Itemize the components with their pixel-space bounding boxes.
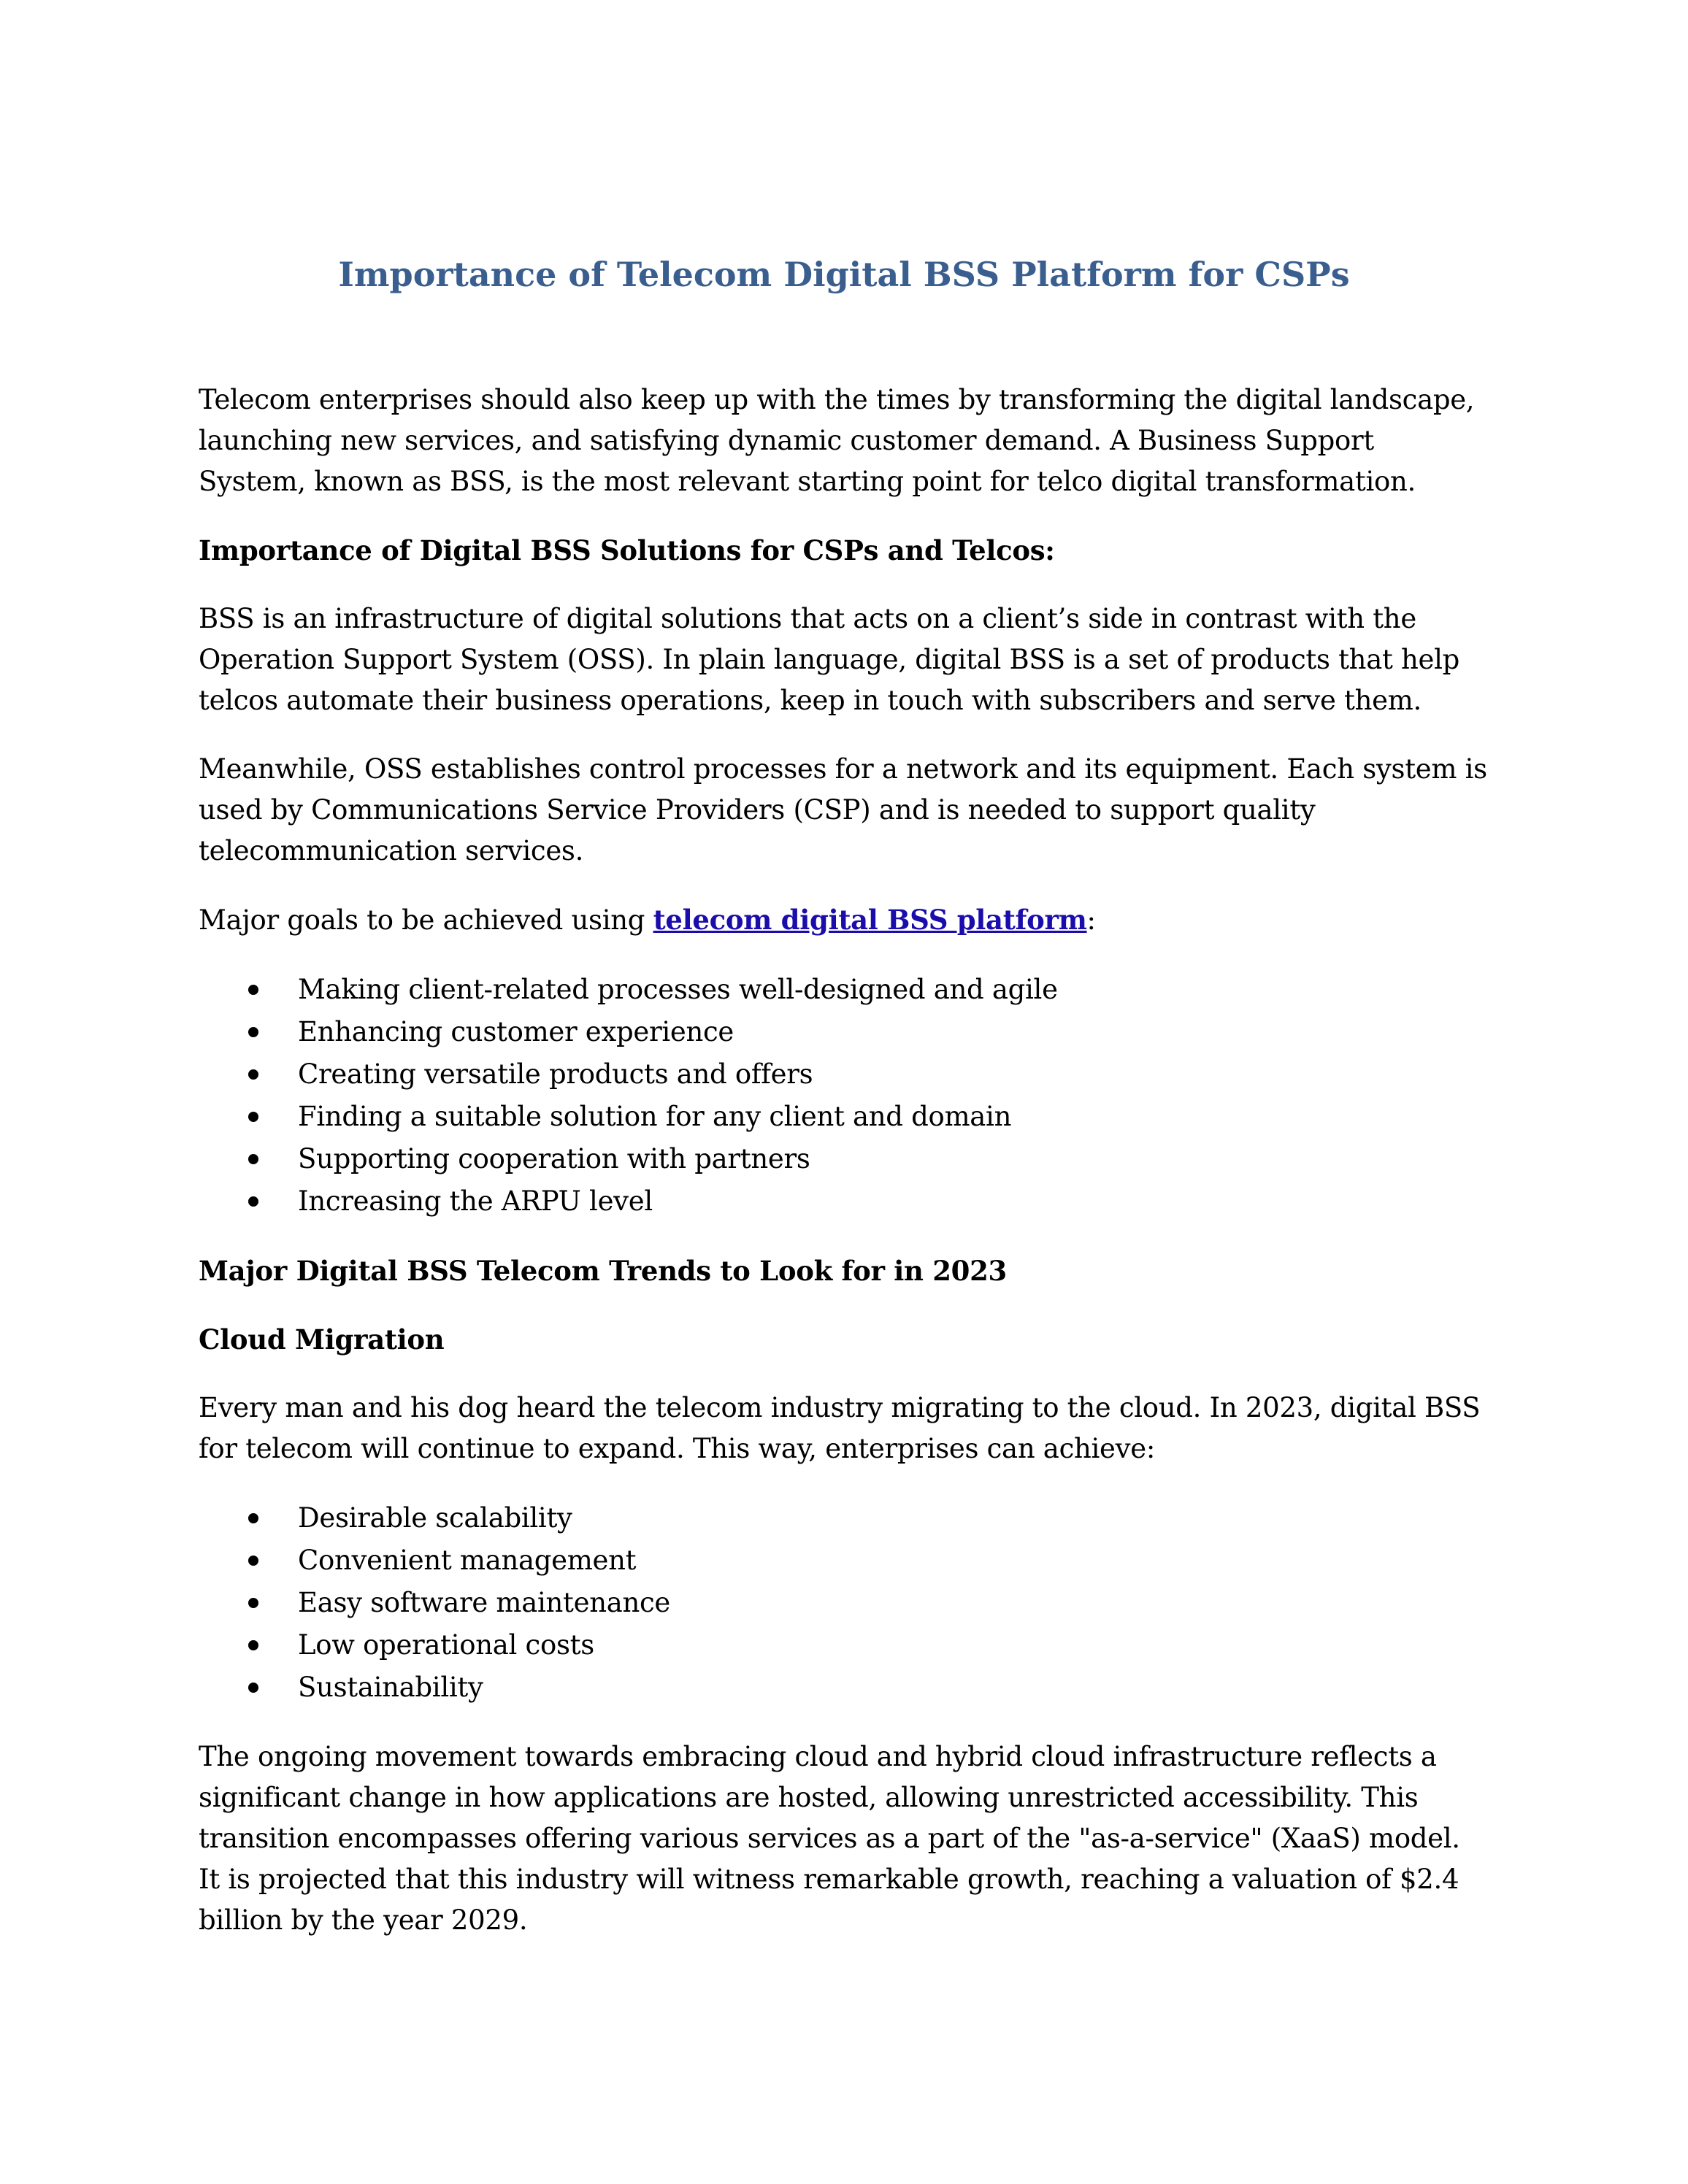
bullet-icon [248,1196,258,1207]
list-item [199,1539,1489,1582]
list-item [199,1053,1489,1096]
list-item [199,969,1489,1011]
list-item [199,1096,1489,1138]
goals-list [199,969,1489,1223]
bullet-icon [248,1513,258,1523]
xaas-paragraph: The ongoing movement towards embracing cloud and hybrid cloud infrastructure reflects a significant change in how applications are hosted, allowing unrestricted accessibility. This transition encompasses offering various services as a part of the "as-a-service" (XaaS) model. It is projected that this industry will witness remarkable growth, reaching a valuation of $2.4 billion by the year 2029. [199,1741,1460,1936]
list-item [199,1138,1489,1180]
list-item [199,1011,1489,1053]
list-item-text: Finding a suitable solution for any client and domain [298,1101,1012,1132]
intro-paragraph: Telecom enterprises should also keep up with the times by transforming the digital landscape, launching new services, and satisfying dynamic customer demand. A Business Support System, known as BSS, is the most relevant starting point for telco digital transformation. [199,384,1475,497]
page-title: Importance of Telecom Digital BSS Platform for CSPs [338,255,1350,294]
section-heading-trends: Major Digital BSS Telecom Trends to Look for in 2023 [199,1255,1007,1287]
list-item [199,1497,1489,1539]
list-item-text: Creating versatile products and offers [298,1058,813,1090]
bullet-icon [248,1112,258,1122]
list-item-text: Easy software maintenance [298,1587,671,1618]
list-item [199,1624,1489,1666]
goals-intro [199,899,1489,941]
list-item-text: Sustainability [298,1672,483,1703]
goals-prefix: Major goals to be achieved using [199,904,653,936]
bss-definition-paragraph: BSS is an infrastructure of digital solutions that acts on a client’s side in contrast with the Operation Support System (OSS). In plain language, digital BSS is a set of products that help telcos automate their business operations, keep in touch with subscribers and serve them. [199,603,1460,716]
list-item-text: Convenient management [298,1545,637,1576]
list-item-text: Low operational costs [298,1629,594,1661]
bullet-icon [248,1027,258,1037]
bss-platform-link[interactable]: telecom digital BSS platform [653,904,1087,936]
oss-paragraph: Meanwhile, OSS establishes control processes for a network and its equipment. Each system is used by Communications Service Providers (CSP) and is needed to support quality telecommunication services. [199,753,1487,866]
bullet-icon [248,1640,258,1650]
bullet-icon [248,1598,258,1608]
benefits-list [199,1497,1489,1709]
bullet-icon [248,1556,258,1566]
list-item-text: Increasing the ARPU level [298,1185,653,1217]
list-item-text: Enhancing customer experience [298,1016,734,1047]
cloud-paragraph: Every man and his dog heard the telecom industry migrating to the cloud. In 2023, digital BSS for telecom will continue to expand. This way, enterprises can achieve: [199,1392,1481,1464]
list-item-text: Supporting cooperation with partners [298,1143,810,1174]
bullet-icon [248,985,258,995]
bullet-icon [248,1154,258,1164]
bullet-icon [248,1683,258,1693]
list-item [199,1666,1489,1709]
list-item [199,1180,1489,1223]
goals-suffix: : [1086,904,1096,936]
list-item-text: Desirable scalability [298,1502,572,1534]
list-item [199,1582,1489,1624]
bullet-icon [248,1069,258,1080]
list-item-text: Making client-related processes well-designed and agile [298,974,1058,1005]
section-heading-importance: Importance of Digital BSS Solutions for CSPs and Telcos: [199,534,1055,566]
document-body [199,380,1489,1969]
subheading-cloud-migration: Cloud Migration [199,1323,445,1356]
